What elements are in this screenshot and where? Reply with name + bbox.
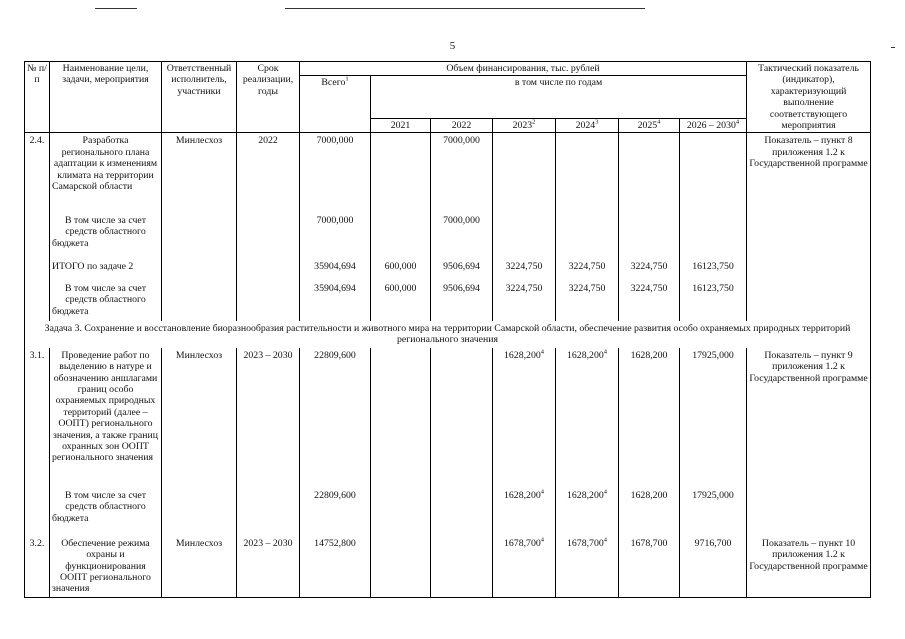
table-row-itogo-2	[25, 259, 871, 281]
row-2022: 7000,000	[431, 133, 493, 213]
row-num: 2.4.	[25, 133, 50, 213]
row-2026-2030	[680, 133, 747, 213]
row-2026-2030: 16123,750	[680, 281, 747, 321]
row-2025: 3224,750	[619, 259, 680, 281]
header-year-2023: 2023$^2$	[493, 119, 556, 133]
row-name: В том числе за счет средств областного бюджета	[50, 281, 162, 321]
row-2023: 1628,200$^4$	[493, 488, 556, 536]
row-total: 22809,600	[300, 488, 371, 536]
row-2024: 1678,700$^4$	[556, 536, 619, 598]
task-3-title: Задача 3. Сохранение и восстановление биоразнообразия растительности и животного мира на территории Самарской области, обеспечение развития особо охраняемых природных территорий регионального значения	[25, 321, 871, 348]
row-total: 14752,800	[300, 536, 371, 598]
section-heading-task-3	[25, 321, 871, 348]
row-2021	[371, 348, 431, 488]
header-term: Срок реализации, годы	[237, 62, 300, 133]
row-name: Разработка регионального плана адаптации к изменениям климата на территории Самарской области	[50, 133, 162, 213]
row-name: В том числе за счет средств областного бюджета	[50, 488, 162, 536]
row-indicator: Показатель – пункт 10 приложения 1.2 к Государственной программе	[747, 536, 871, 598]
row-2022	[431, 348, 493, 488]
row-total: 22809,600	[300, 348, 371, 488]
row-2024: 3224,750	[556, 259, 619, 281]
row-2024: 1628,200$^4$	[556, 488, 619, 536]
row-2026-2030: 17925,000	[680, 488, 747, 536]
table-row-2-4	[25, 133, 871, 213]
row-executor: Минлесхоз	[162, 133, 237, 213]
funding-plan-table	[24, 61, 871, 598]
row-2021: 600,000	[371, 281, 431, 321]
row-indicator: Показатель – пункт 8 приложения 1.2 к Государственной программе	[747, 133, 871, 213]
row-2026-2030: 9716,700	[680, 536, 747, 598]
row-2026-2030: 17925,000	[680, 348, 747, 488]
header-year-2024: 2024$^3$	[556, 119, 619, 133]
table-row-3-2	[25, 536, 871, 598]
table-row-3-1-budget	[25, 488, 871, 536]
row-2023: 1678,700$^4$	[493, 536, 556, 598]
row-2022: 9506,694	[431, 259, 493, 281]
table-row-itogo-2-budget	[25, 281, 871, 321]
row-2024: 3224,750	[556, 281, 619, 321]
row-2025: 1678,700	[619, 536, 680, 598]
header-by-years: в том числе по годам	[371, 76, 747, 119]
row-2023	[493, 133, 556, 213]
row-2023: 1628,200$^4$	[493, 348, 556, 488]
row-executor: Минлесхоз	[162, 348, 237, 488]
row-total: 35904,694	[300, 281, 371, 321]
row-num: 3.1.	[25, 348, 50, 488]
row-2021: 600,000	[371, 259, 431, 281]
row-2022: 9506,694	[431, 281, 493, 321]
header-total: Всего$^1$	[300, 76, 371, 133]
row-name: В том числе за счет средств областного бюджета	[50, 213, 162, 259]
header-year-2022: 2022	[431, 119, 493, 133]
row-2025: 1628,200	[619, 488, 680, 536]
row-total: 7000,000	[300, 213, 371, 259]
scan-mark-center	[285, 8, 645, 9]
row-2021	[371, 133, 431, 213]
row-name: Проведение работ по выделению в натуре и обозначению аншлагами границ особо охраняемых природных территорий (далее – ООПТ) регионального значения, а также границ охранных зон ООПТ регионального значения	[50, 348, 162, 488]
header-name: Наименование цели, задачи, мероприятия	[50, 62, 162, 133]
page-number: 5	[449, 40, 456, 52]
row-name: Обеспечение режима охраны и функционирования ООПТ регионального значения	[50, 536, 162, 598]
row-2026-2030: 16123,750	[680, 259, 747, 281]
row-term: 2022	[237, 133, 300, 213]
header-year-2021: 2021	[371, 119, 431, 133]
header-num: № п/п	[25, 62, 50, 133]
row-2022: 7000,000	[431, 213, 493, 259]
table-header	[25, 62, 871, 133]
header-funding: Объем финансирования, тыс. рублей	[300, 62, 747, 76]
row-2025: 1628,200	[619, 348, 680, 488]
row-2023: 3224,750	[493, 259, 556, 281]
row-term: 2023 – 2030	[237, 536, 300, 598]
row-total: 35904,694	[300, 259, 371, 281]
header-executor: Ответственный исполнитель, участники	[162, 62, 237, 133]
row-total: 7000,000	[300, 133, 371, 213]
row-term: 2023 – 2030	[237, 348, 300, 488]
row-2023: 3224,750	[493, 281, 556, 321]
table-row-3-1	[25, 348, 871, 488]
row-2021	[371, 536, 431, 598]
row-2025: 3224,750	[619, 281, 680, 321]
header-indicator: Тактический показатель (индикатор), характеризующий выполнение соответствующего мероприятия	[747, 62, 871, 133]
row-2024: 1628,200$^4$	[556, 348, 619, 488]
row-2024	[556, 133, 619, 213]
scan-mark-left	[95, 8, 137, 9]
table-row-2-4-budget	[25, 213, 871, 259]
row-2022	[431, 536, 493, 598]
row-num: 3.2.	[25, 536, 50, 598]
header-year-2026-2030: 2026 – 2030$^4$	[680, 119, 747, 133]
header-year-2025: 2025$^4$	[619, 119, 680, 133]
row-name: ИТОГО по задаче 2	[50, 259, 162, 281]
row-2025	[619, 133, 680, 213]
row-executor: Минлесхоз	[162, 536, 237, 598]
row-indicator: Показатель – пункт 9 приложения 1.2 к Государственной программе	[747, 348, 871, 488]
